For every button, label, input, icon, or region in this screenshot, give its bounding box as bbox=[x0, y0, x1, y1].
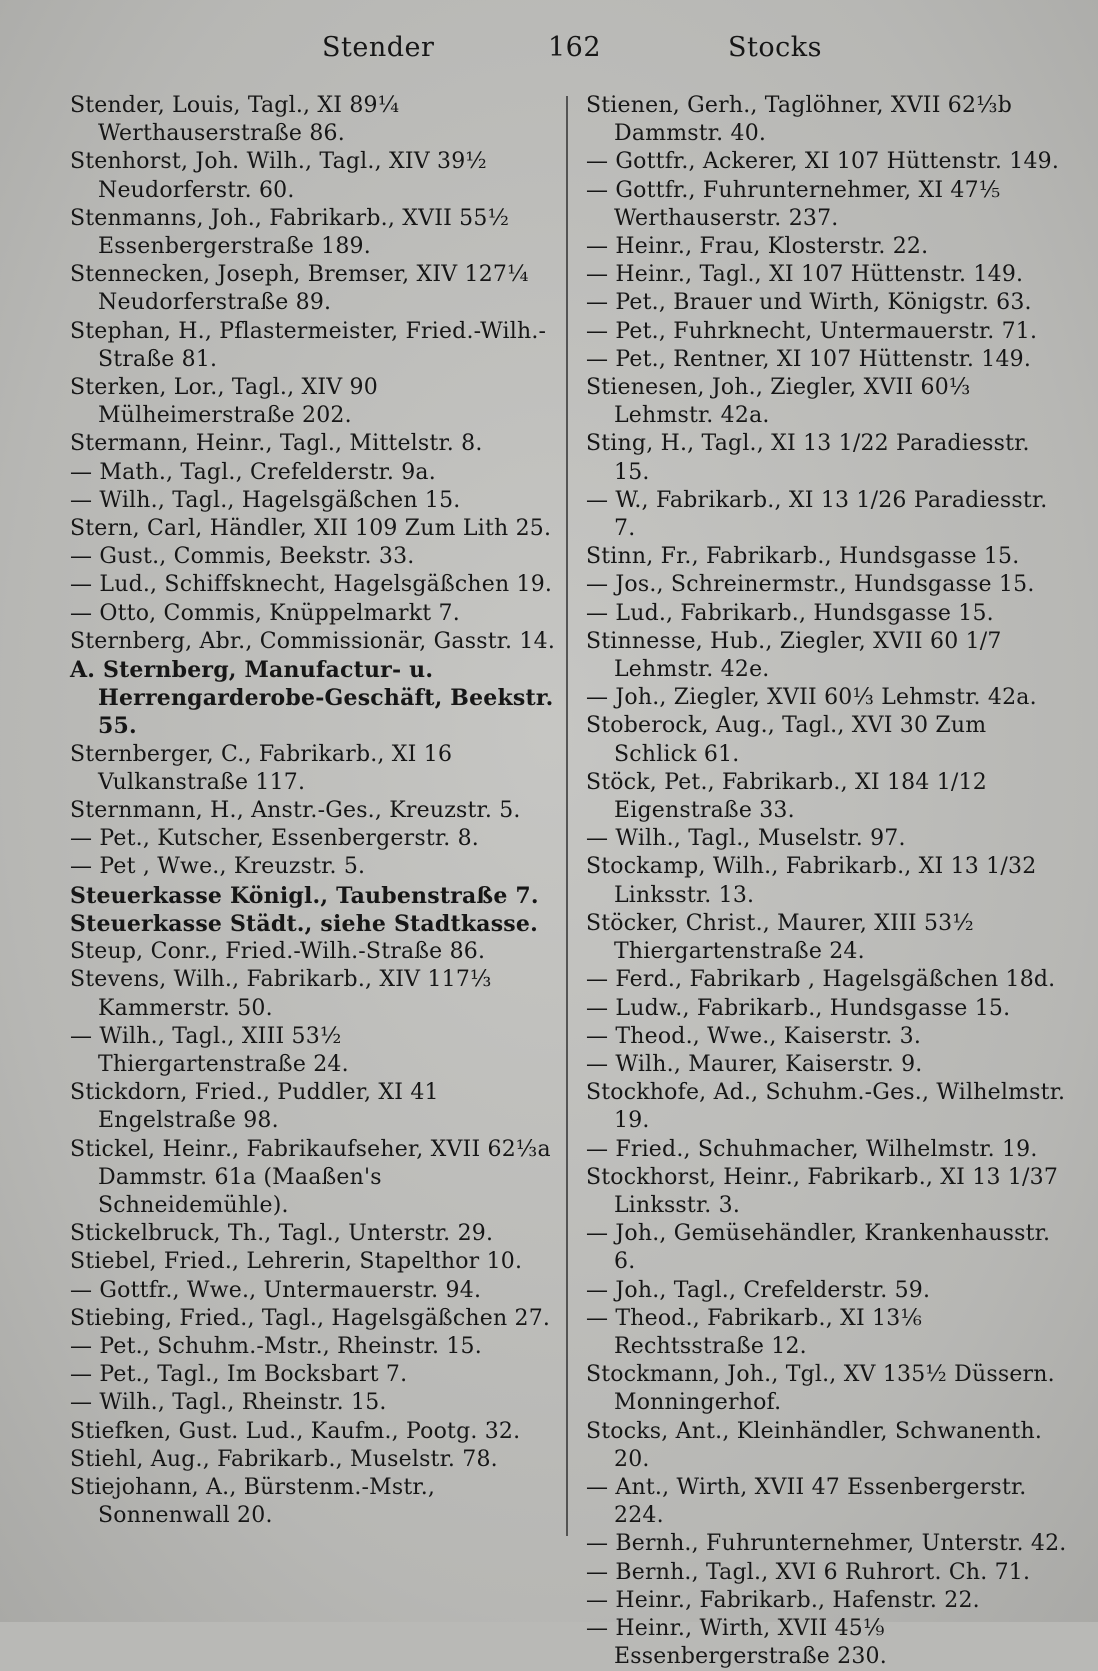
directory-entry: — Joh., Tagl., Crefelderstr. 59. bbox=[586, 1277, 931, 1303]
directory-entry: Stickdorn, Fried., Puddler, XI 41 Engelstraße 98. bbox=[70, 1080, 439, 1134]
directory-entry: — Pet., Tagl., Im Bocksbart 7. bbox=[70, 1362, 408, 1388]
directory-entry: — Ferd., Fabrikarb , Hagelsgäßchen 18d. bbox=[586, 967, 1056, 993]
directory-entry: — Heinr., Tagl., XI 107 Hüttenstr. 149. bbox=[586, 262, 1024, 288]
directory-entry: — Pet., Rentner, XI 107 Hüttenstr. 149. bbox=[586, 346, 1032, 372]
directory-entry: — Wilh., Tagl., XIII 53½ Thiergartenstraße 24. bbox=[70, 1023, 349, 1077]
directory-entry: Sternberger, C., Fabrikarb., XI 16 Vulkanstraße 117. bbox=[70, 741, 453, 795]
directory-entry: — Gottfr., Wwe., Untermauerstr. 94. bbox=[70, 1277, 482, 1303]
directory-entry: Stockamp, Wilh., Fabrikarb., XI 13 1/32 Linksstr. 13. bbox=[586, 854, 1037, 908]
directory-entry: — Otto, Commis, Knüppelmarkt 7. bbox=[70, 600, 460, 626]
directory-entry: — Heinr., Frau, Klosterstr. 22. bbox=[586, 234, 929, 260]
directory-entry: Steuerkasse Königl., Taubenstraße 7. bbox=[70, 882, 539, 909]
directory-entry: — Pet., Kutscher, Essenbergerstr. 8. bbox=[70, 826, 479, 852]
directory-entry: Stockmann, Joh., Tgl., XV 135½ Düssern. Monningerhof. bbox=[586, 1362, 1055, 1416]
directory-entry: Stermann, Heinr., Tagl., Mittelstr. 8. bbox=[70, 431, 483, 457]
directory-entry: — Pet., Schuhm.-Mstr., Rheinstr. 15. bbox=[70, 1333, 482, 1359]
directory-entry: — Lud., Fabrikarb., Hundsgasse 15. bbox=[586, 600, 994, 626]
directory-entry: Stöck, Pet., Fabrikarb., XI 184 1/12 Eigenstraße 33. bbox=[586, 769, 987, 824]
column-divider bbox=[566, 96, 568, 1536]
directory-entry: — Heinr., Wirth, XVII 45⅑ Essenbergerstraße 230. bbox=[586, 1615, 887, 1670]
header-right-keyword: Stocks bbox=[728, 32, 822, 63]
directory-entry: Sternmann, H., Anstr.-Ges., Kreuzstr. 5. bbox=[70, 798, 521, 824]
directory-entry: — Pet , Wwe., Kreuzstr. 5. bbox=[70, 854, 366, 880]
header-left-keyword: Stender bbox=[322, 32, 435, 63]
directory-entry: Steup, Conr., Fried.-Wilh.-Straße 86. bbox=[70, 939, 486, 965]
directory-entry: Stiejohann, A., Bürstenm.-Mstr., Sonnenwall 20. bbox=[70, 1474, 436, 1529]
directory-entry: — W., Fabrikarb., XI 13 1/26 Paradiesstr. 7. bbox=[586, 487, 1048, 542]
directory-entry: — Math., Tagl., Crefelderstr. 9a. bbox=[70, 459, 436, 485]
directory-entry: — Wilh., Tagl., Rheinstr. 15. bbox=[70, 1390, 387, 1416]
directory-entry: Stickelbruck, Th., Tagl., Unterstr. 29. bbox=[70, 1221, 494, 1247]
directory-entry: — Gottfr., Ackerer, XI 107 Hüttenstr. 149. bbox=[586, 149, 1060, 175]
page-number: 162 bbox=[548, 32, 602, 63]
directory-entry: — Gust., Commis, Beekstr. 33. bbox=[70, 544, 415, 570]
directory-entry: Stevens, Wilh., Fabrikarb., XIV 117⅓ Kammerstr. 50. bbox=[70, 967, 492, 1021]
right-column bbox=[586, 92, 1072, 1671]
directory-entry: — Ludw., Fabrikarb., Hundsgasse 15. bbox=[586, 995, 1011, 1021]
directory-entry: — Pet., Brauer und Wirth, Königstr. 63. bbox=[586, 290, 1032, 316]
directory-entry: Stienesen, Joh., Ziegler, XVII 60⅓ Lehmstr. 42a. bbox=[586, 375, 971, 429]
directory-entry: — Lud., Schiffsknecht, Hagelsgäßchen 19. bbox=[70, 572, 553, 598]
directory-entry: Steuerkasse Städt., siehe Stadtkasse. bbox=[70, 910, 538, 937]
directory-entry: — Joh., Ziegler, XVII 60⅓ Lehmstr. 42a. bbox=[586, 685, 1037, 711]
directory-entry: Stockhorst, Heinr., Fabrikarb., XI 13 1/37 Linksstr. 3. bbox=[586, 1164, 1059, 1218]
directory-entry: Stender, Louis, Tagl., XI 89¼ Werthauserstraße 86. bbox=[70, 93, 400, 147]
directory-entry: — Joh., Gemüsehändler, Krankenhausstr. 6. bbox=[586, 1221, 1051, 1275]
directory-entry: Stöcker, Christ., Maurer, XIII 53½ Thiergartenstraße 24. bbox=[586, 910, 974, 965]
directory-entry: — Heinr., Fabrikarb., Hafenstr. 22. bbox=[586, 1587, 980, 1613]
directory-entry: Stockhofe, Ad., Schuhm.-Ges., Wilhelmstr. 19. bbox=[586, 1080, 1066, 1134]
directory-entry: — Theod., Wwe., Kaiserstr. 3. bbox=[586, 1023, 922, 1049]
directory-entry: Sterken, Lor., Tagl., XIV 90 Mülheimerstraße 202. bbox=[70, 375, 378, 429]
directory-entry: Stinnesse, Hub., Ziegler, XVII 60 1/7 Lehmstr. 42e. bbox=[586, 628, 1002, 683]
directory-entry: — Gottfr., Fuhrunternehmer, XI 47⅕ Werthauserstr. 237. bbox=[586, 177, 1001, 231]
directory-entry: — Bernh., Tagl., XVI 6 Ruhrort. Ch. 71. bbox=[586, 1559, 1031, 1585]
directory-entry: Stephan, H., Pflastermeister, Fried.-Wilh.-Straße 81. bbox=[70, 318, 547, 372]
directory-entry: Stiebing, Fried., Tagl., Hagelsgäßchen 27. bbox=[70, 1305, 551, 1331]
directory-entry: — Fried., Schuhmacher, Wilhelmstr. 19. bbox=[586, 1136, 1038, 1162]
directory-entry: — Bernh., Fuhrunternehmer, Unterstr. 42. bbox=[586, 1531, 1067, 1557]
directory-entry: Stenmanns, Joh., Fabrikarb., XVII 55½ Essenbergerstraße 189. bbox=[70, 205, 510, 260]
directory-entry: Sting, H., Tagl., XI 13 1/22 Paradiesstr. 15. bbox=[586, 431, 1030, 485]
directory-entry: Stiebel, Fried., Lehrerin, Stapelthor 10. bbox=[70, 1249, 523, 1275]
directory-entry: Sternberg, Abr., Commissionär, Gasstr. 14. bbox=[70, 628, 556, 654]
directory-entry: — Ant., Wirth, XVII 47 Essenbergerstr. 224. bbox=[586, 1474, 1027, 1529]
directory-entry: — Wilh., Tagl., Hagelsgäßchen 15. bbox=[70, 487, 461, 513]
directory-entry: Stienen, Gerh., Taglöhner, XVII 62⅓b Dammstr. 40. bbox=[586, 93, 1012, 147]
directory-entry: Stiehl, Aug., Fabrikarb., Muselstr. 78. bbox=[70, 1446, 498, 1472]
directory-entry: — Wilh., Tagl., Muselstr. 97. bbox=[586, 826, 906, 852]
directory-entry: — Pet., Fuhrknecht, Untermauerstr. 71. bbox=[586, 318, 1038, 344]
directory-entry: — Jos., Schreinermstr., Hundsgasse 15. bbox=[586, 572, 1035, 598]
directory-entry: Stennecken, Joseph, Bremser, XIV 127¼ Neudorferstraße 89. bbox=[70, 262, 529, 316]
directory-entry: A. Sternberg, Manufactur- u. Herrengarderobe-Geschäft, Beekstr. 55. bbox=[70, 657, 554, 740]
directory-entry: Stiefken, Gust. Lud., Kaufm., Pootg. 32. bbox=[70, 1418, 521, 1444]
directory-entry: Stenhorst, Joh. Wilh., Tagl., XIV 39½ Neudorferstr. 60. bbox=[70, 149, 487, 203]
directory-entry: Stickel, Heinr., Fabrikaufseher, XVII 62⅓a Dammstr. 61a (Maaßen's Schneidemühle). bbox=[70, 1136, 551, 1218]
directory-entry: Stocks, Ant., Kleinhändler, Schwanenth. 20. bbox=[586, 1418, 1043, 1472]
directory-entry: — Theod., Fabrikarb., XI 13⅙ Rechtsstraße 12. bbox=[586, 1305, 922, 1359]
left-column bbox=[70, 92, 556, 1530]
directory-entry: Stinn, Fr., Fabrikarb., Hundsgasse 15. bbox=[586, 544, 1020, 570]
directory-entry: — Wilh., Maurer, Kaiserstr. 9. bbox=[586, 1051, 923, 1077]
directory-entry: Stoberock, Aug., Tagl., XVI 30 Zum Schlick 61. bbox=[586, 713, 987, 767]
directory-entry: Stern, Carl, Händler, XII 109 Zum Lith 25. bbox=[70, 516, 552, 542]
page-header bbox=[0, 26, 1098, 70]
